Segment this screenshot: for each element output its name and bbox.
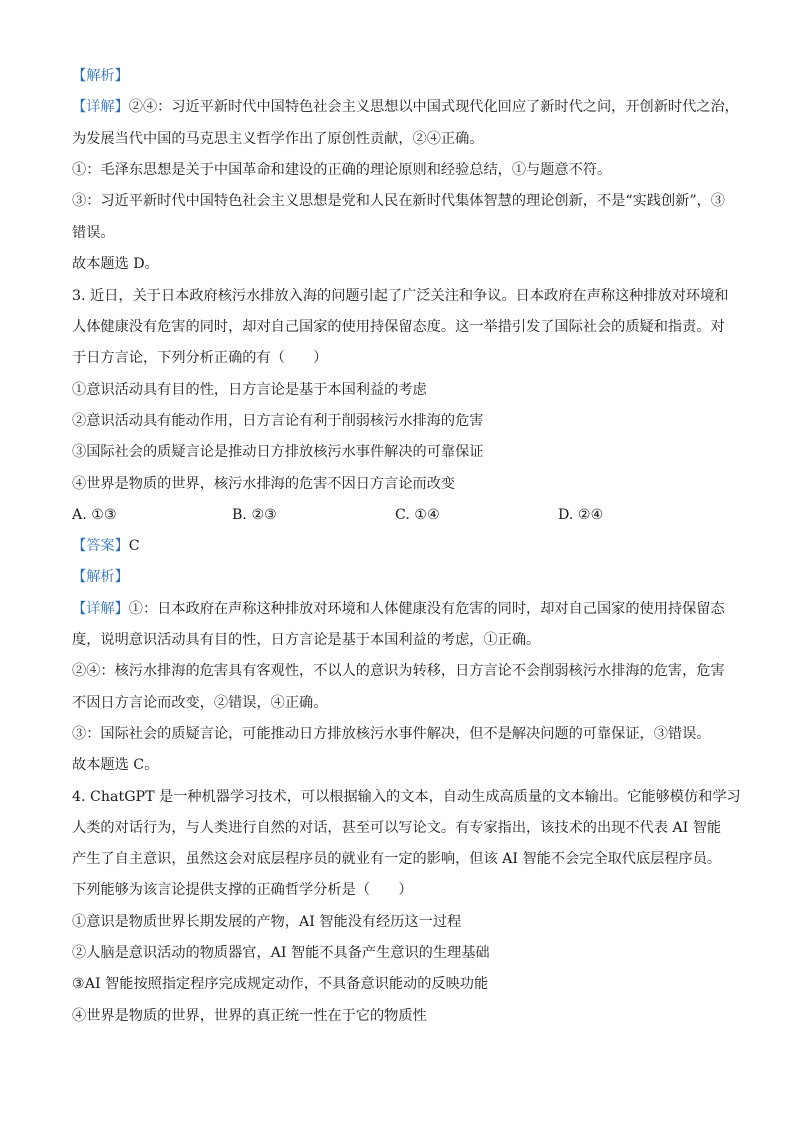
question-4-item: ①意识是物质世界长期发展的产物，AI 智能没有经历这一过程 [72, 914, 462, 930]
detail-text: ③：国际社会的质疑言论，可能推动日方排放核污水事件解决，但不是解决问题的可靠保证，③错误。 [72, 726, 711, 742]
question-4-stem: 4. ChatGPT 是一种机器学习技术，可以根据输入的文本，自动生成高质量的文本输出。它能够模仿和学习 [72, 789, 741, 805]
answer-line [72, 536, 140, 556]
question-4-stem: 下列能够为该言论提供支撑的正确哲学分析是（ ） [72, 882, 413, 898]
detail-text: 为发展当代中国的马克思主义哲学作出了原创性贡献，②④正确。 [72, 131, 484, 147]
option-a: A. ①③ [72, 507, 117, 523]
conclusion-text: 故本题选 C。 [72, 757, 159, 773]
question-3-stem: 3. 近日，关于日本政府核污水排放入海的问题引起了广泛关注和争议。日本政府在声称这种排放对环境和 [72, 288, 729, 304]
detail-text: ①：日本政府在声称这种排放对环境和人体健康没有危害的同时，却对自己国家的使用持保留态 [128, 601, 725, 617]
option-c: C. ①④ [395, 507, 440, 523]
detail-text: ①：毛泽东思想是关于中国革命和建设的正确的理论原则和经验总结，①与题意不符。 [72, 162, 612, 178]
detail-tag: 【详解】 [72, 601, 129, 617]
question-3-stem: 于日方言论，下列分析正确的有（ ） [72, 350, 328, 366]
question-4-item: ②人脑是意识活动的物质器官，AI 智能不具备产生意识的生理基础 [72, 945, 490, 961]
question-4-stem: 人类的对话行为，与人类进行自然的对话，甚至可以写论文。有专家指出，该技术的出现不代表 AI 智能 [72, 820, 722, 836]
question-3-item: ①意识活动具有目的性，日方言论是基于本国利益的考虑 [72, 382, 427, 398]
answer-tag: 【答案】 [72, 538, 129, 554]
detail-text: ③：习近平新时代中国特色社会主义思想是党和人民在新时代集体智慧的理论创新，不是“实践创新”，③ [72, 193, 725, 209]
conclusion-text: 故本题选 D。 [72, 256, 159, 272]
detail-paragraph [72, 97, 739, 117]
question-3-item: ③国际社会的质疑言论是推动日方排放核污水事件解决的可靠保证 [72, 444, 484, 460]
question-4-item: ④世界是物质的世界，世界的真正统一性在于它的物质性 [72, 1008, 427, 1024]
detail-text: ②④：习近平新时代中国特色社会主义思想以中国式现代化回应了新时代之问，开创新时代之治， [128, 99, 739, 115]
detail-tag: 【详解】 [72, 99, 129, 115]
question-3-stem: 人体健康没有危害的同时，却对自己国家的使用持保留态度。这一举措引发了国际社会的质疑和指责。对 [72, 319, 725, 335]
option-d: D. ②④ [558, 507, 604, 523]
question-3-item: ②意识活动具有能动作用，日方言论有利于削弱核污水排海的危害 [72, 413, 484, 429]
analysis-tag: 【解析】 [72, 68, 129, 84]
analysis-tag: 【解析】 [72, 569, 129, 585]
detail-text: 度，说明意识活动具有目的性，日方言论是基于本国利益的考虑，①正确。 [72, 632, 541, 648]
option-b: B. ②③ [232, 507, 277, 523]
detail-text: 错误。 [72, 225, 115, 241]
answer-value: C [128, 538, 140, 554]
question-3-item: ④世界是物质的世界，核污水排海的危害不因日方言论而改变 [72, 476, 456, 492]
question-4-item: ③AI 智能按照指定程序完成规定动作，不具备意识能动的反映功能 [72, 976, 489, 992]
question-4-stem: 产生了自主意识，虽然这会对底层程序员的就业有一定的影响，但该 AI 智能不会完全取代底层程序员。 [72, 851, 722, 867]
detail-paragraph [72, 599, 725, 619]
detail-text: 不因日方言论而改变，②错误，④正确。 [72, 695, 328, 711]
detail-text: ②④：核污水排海的危害具有客观性，不以人的意识为转移，日方言论不会削弱核污水排海的危害，危害 [72, 663, 725, 679]
